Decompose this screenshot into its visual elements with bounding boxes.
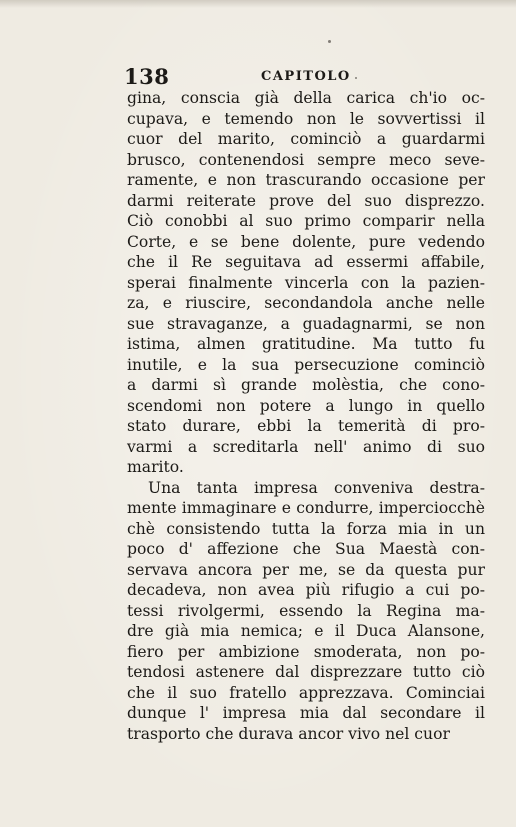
text-line: za, e riuscire, secondandola anche nelle <box>127 294 485 312</box>
running-head <box>124 64 484 88</box>
text-line: istima, almen gratitudine. Ma tutto fu <box>127 335 485 353</box>
text-line: gina, conscia già della carica ch'io oc- <box>127 89 485 107</box>
page-number: 138 <box>124 64 170 89</box>
chapter-title: CAPITOLO <box>261 69 351 84</box>
text-line: sperai finalmente vincerla con la pazien- <box>127 273 485 292</box>
paragraph-2 <box>127 478 485 745</box>
text-line: che il suo fratello apprezzava. Cominciai <box>127 683 485 702</box>
text-line: dunque l' impresa mia dal secondare il <box>127 704 485 722</box>
text-line: Ciò conobbi al suo primo comparir nella <box>127 212 485 230</box>
text-line: mente immaginare e condurre, imperciocchè <box>127 499 485 517</box>
text-line: decadeva, non avea più rifugio a cui po- <box>127 581 485 599</box>
text-line: sue stravaganze, a guadagnarmi, se non <box>127 314 485 333</box>
text-line: varmi a screditarla nell' animo di suo <box>127 437 485 456</box>
text-line: tendosi astenere dal disprezzare tutto ciò <box>127 663 485 681</box>
text-line: fiero per ambizione smoderata, non po- <box>127 642 485 661</box>
page-edge-shadow <box>0 0 516 8</box>
text-line: inutile, e la sua persecuzione cominciò <box>127 355 485 374</box>
text-line: che il Re seguitava ad essermi affabile, <box>127 253 485 271</box>
text-line: stato durare, ebbi la temerità di pro- <box>127 417 485 435</box>
text-line: ramente, e non trascurando occasione per <box>127 171 485 189</box>
text-line: trasporto che durava ancor vivo nel cuor <box>127 724 450 743</box>
text-line: Una tanta impresa conveniva destra- <box>148 478 485 497</box>
text-line: darmi reiterate prove del suo disprezzo. <box>127 191 485 210</box>
body-text <box>127 88 485 744</box>
text-line: a darmi sì grande molèstia, che cono- <box>127 376 485 394</box>
text-line: marito. <box>127 458 184 476</box>
text-line: tessi rivolgermi, essendo la Regina ma- <box>127 601 485 620</box>
text-line: cupava, e temendo non le sovvertissi il <box>127 109 485 128</box>
text-line: poco d' affezione che Sua Maestà con- <box>127 540 485 558</box>
text-line: chè consistendo tutta la forza mia in un <box>127 519 485 538</box>
text-line: cuor del marito, cominciò a guardarmi <box>127 130 485 148</box>
text-line: Corte, e se bene dolente, pure vedendo <box>127 232 485 251</box>
text-line: servava ancora per me, se da questa pur <box>127 560 485 579</box>
text-line: scendomi non potere a lungo in quello <box>127 396 485 415</box>
text-line: dre già mia nemica; e il Duca Alansone, <box>127 622 485 640</box>
text-line: brusco, contenendosi sempre meco seve- <box>127 150 485 169</box>
paragraph-1 <box>127 88 485 478</box>
ink-speck <box>328 40 331 43</box>
ink-speck <box>355 77 357 79</box>
